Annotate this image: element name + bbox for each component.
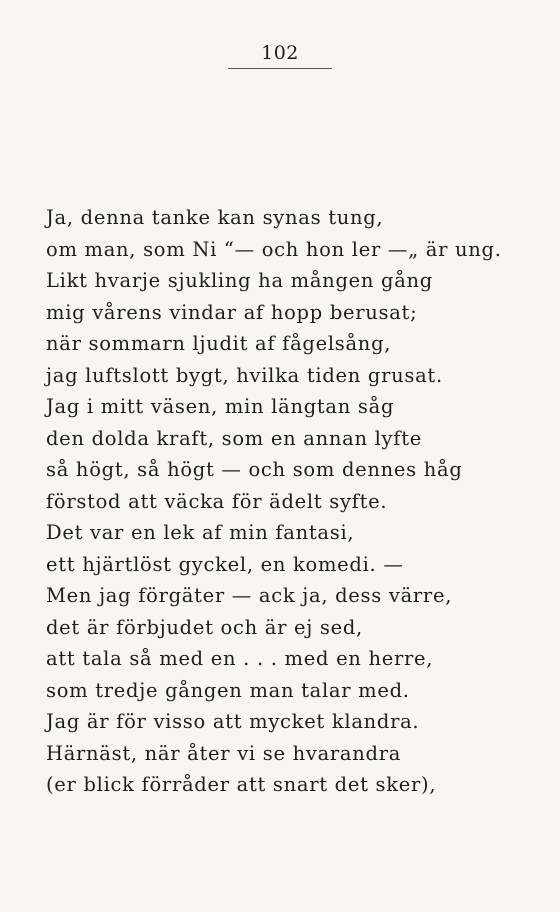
poem-line: ett hjärtlöst gyckel, en komedi. — xyxy=(46,552,404,576)
poem-line: när sommarn ljudit af fågelsång, xyxy=(46,332,392,355)
poem-line: Härnäst, när åter vi se hvarandra xyxy=(46,741,402,765)
poem-line: att tala så med en . . . med en herre, xyxy=(46,647,434,670)
poem-line: det är förbjudet och är ej sed, xyxy=(46,615,363,639)
poem-line: Men jag förgäter — ack ja, dess värre, xyxy=(46,584,453,607)
poem-line: om man, som Ni “— och hon ler —„ är ung. xyxy=(46,237,502,261)
header-rule xyxy=(228,68,332,69)
poem-line: Ja, denna tanke kan synas tung, xyxy=(46,206,384,229)
poem-line: jag luftslott bygt, hvilka tiden grusat. xyxy=(46,363,443,387)
poem-line: förstod att väcka för ädelt syfte. xyxy=(46,489,388,513)
poem-line: (er blick förråder att snart det sker), xyxy=(46,773,437,796)
poem-line: den dolda kraft, som en annan lyfte xyxy=(46,426,422,450)
poem-line: som tredje gången man talar med. xyxy=(46,678,410,702)
poem-line: Likt hvarje sjukling ha mången gång xyxy=(46,269,433,292)
poem-line: mig vårens vindar af hopp berusat; xyxy=(46,300,418,324)
poem-line: Jag i mitt väsen, min längtan såg xyxy=(46,395,395,418)
poem-line: så högt, så högt — och som dennes håg xyxy=(46,458,463,481)
poem-line: Jag är för visso att mycket klandra. xyxy=(46,710,420,733)
poem-text xyxy=(46,202,536,801)
page-number: 102 xyxy=(261,42,299,64)
poem-line: Det var en lek af min fantasi, xyxy=(46,521,355,544)
